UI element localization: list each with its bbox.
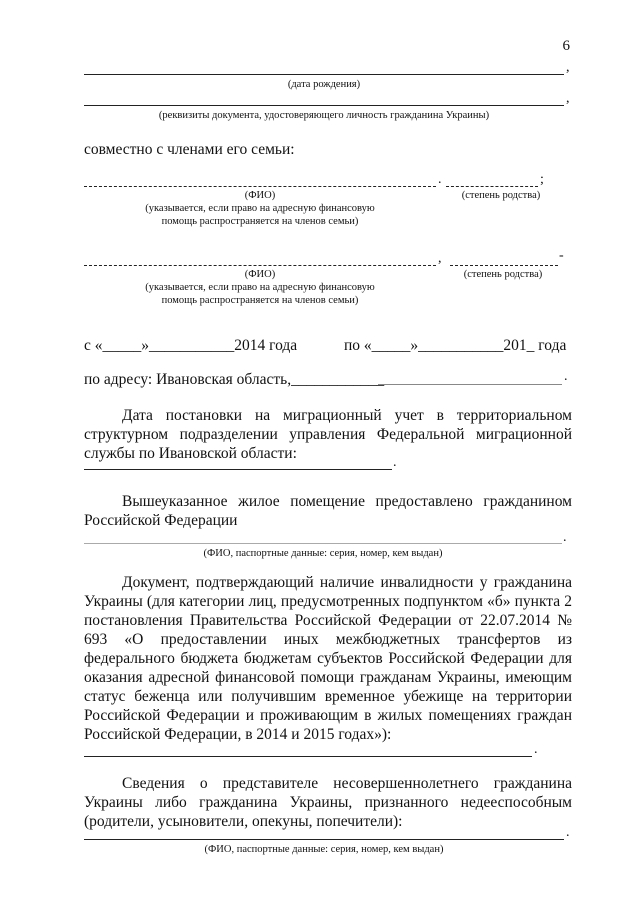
passport-comma: , [566,91,570,106]
disability-dot: . [534,742,538,757]
address-dot: . [564,369,568,384]
birth-date-caption: (дата рождения) [287,79,361,90]
family-member-2-note-2: помощь распространяется на членов семьи) [161,295,359,306]
page-number: 6 [562,38,570,54]
passport-line[interactable] [84,105,564,106]
owner-caption: (ФИО, паспортные данные: серия, номер, кем выдан) [203,548,443,559]
address-line[interactable] [378,384,562,385]
period-from: с «_____»___________2014 года [84,337,298,354]
representative-paragraph: Сведения о представителе несовершеннолетнего гражданина Украины либо гражданина Украины, признанного недееспособным (родители, усыновители, опекуны, попечители): [84,775,572,830]
migration-paragraph: Дата постановки на миграционный учет в территориальном структурном подразделении управления Федеральной миграционной службы по Ивановской области: [84,407,572,462]
owner-dot: . [563,530,567,545]
family-member-1-note-2: помощь распространяется на членов семьи) [161,216,359,227]
disability-line[interactable] [84,756,532,757]
disability-paragraph: Документ, подтверждающий наличие инвалидности у гражданина Украины (для категории лиц, предусмотренных подпунктом «б» пункта 2 постановления Правительства Российской Федерации от 22.07.2014 № 693 «О предоставлении иных межбюджетных трансфертов из федерального бюджета бюджетам субъектов Российской Федерации для оказания адресной финансовой помощи гражданам Украины, имеющим статус беженца или получившим временное убежище на территории Российской Федерации и проживающим в жилых помещениях граждан Российской Федерации, в 2014 и 2015 годах»): [84,574,572,743]
period-to: по «_____»___________201_ года [344,337,567,354]
birth-date-comma: , [566,60,570,75]
family-member-2-fio-caption: (ФИО) [244,269,276,280]
family-member-1-relation-line[interactable] [446,186,538,187]
family-member-2-comma: , [438,251,442,266]
family-member-1-end-mark: ; [540,172,544,187]
family-member-1-dot: . [438,172,442,187]
migration-dot: . [393,455,397,470]
family-member-2-note-1: (указывается, если право на адресную финансовую [145,282,375,293]
representative-caption: (ФИО, паспортные данные: серия, номер, кем выдан) [204,844,444,855]
family-member-1-fio-caption: (ФИО) [244,190,276,201]
owner-line[interactable] [84,543,562,544]
family-heading: совместно с членами его семьи: [84,141,295,158]
family-member-2-relation-line[interactable] [450,265,558,266]
representative-dot: . [566,825,570,840]
birth-date-line[interactable] [84,74,564,75]
family-member-1-relation-caption: (степень родства) [461,190,541,201]
family-member-2-relation-caption: (степень родства) [463,269,543,280]
migration-date-line[interactable] [84,469,392,470]
address-label: по адресу: Ивановская область,____________ [84,371,385,388]
family-member-1-note-1: (указывается, если право на адресную финансовую [145,203,375,214]
passport-caption: (реквизиты документа, удостоверяющего личность гражданина Украины) [158,110,490,121]
family-member-1-fio-line[interactable] [84,186,436,187]
family-member-2-fio-line[interactable] [84,265,436,266]
owner-paragraph: Вышеуказанное жилое помещение предоставлено гражданином Российской Федерации [84,493,572,529]
family-member-2-end-mark: - [559,248,564,263]
representative-line[interactable] [84,839,564,840]
